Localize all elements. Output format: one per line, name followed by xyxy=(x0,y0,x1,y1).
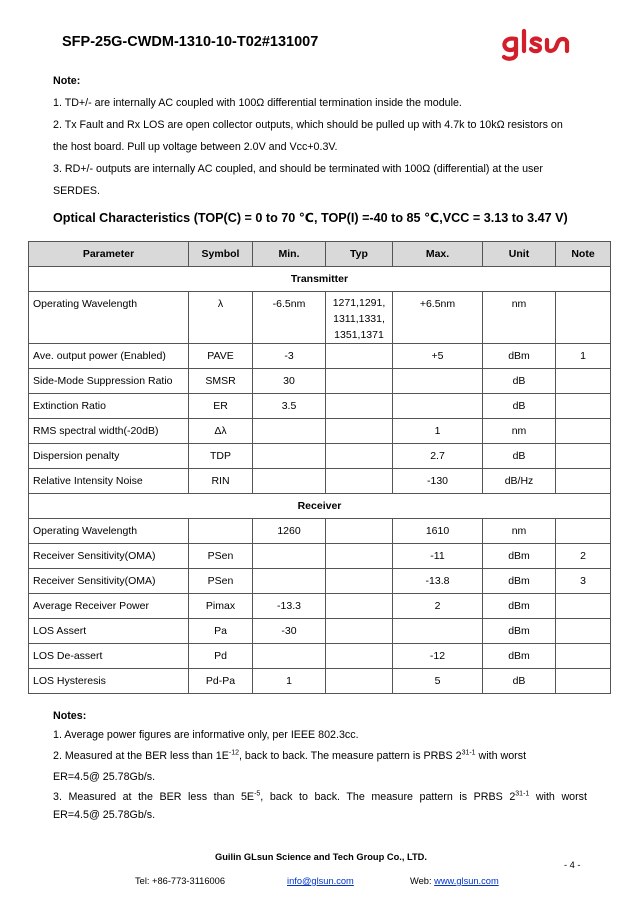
table-cell: 1610 xyxy=(393,519,483,544)
table-cell xyxy=(556,292,611,344)
page-number: - 4 - xyxy=(564,860,581,870)
footer-tel: Tel: +86-773-3116006 xyxy=(135,876,226,886)
table-cell xyxy=(326,469,393,494)
table-row xyxy=(29,344,611,369)
table-cell: dBm xyxy=(483,344,556,369)
typ-line: 1271,1291, xyxy=(332,297,386,309)
table-cell: PAVE xyxy=(189,344,253,369)
table-cell: dBm xyxy=(483,544,556,569)
table-cell xyxy=(556,469,611,494)
table-row xyxy=(29,519,611,544)
glsun-logo xyxy=(500,28,580,62)
table-cell: PSen xyxy=(189,544,253,569)
table-cell xyxy=(556,369,611,394)
table-cell xyxy=(253,444,326,469)
table-cell xyxy=(326,644,393,669)
table-cell: λ xyxy=(189,292,253,344)
note-line: 1. TD+/- are internally AC coupled with 100Ω differential termination inside the module. xyxy=(53,97,462,109)
table-cell: Pimax xyxy=(189,594,253,619)
optical-characteristics-title: Optical Characteristics (TOP(C) = 0 to 70 ℃, TOP(I) =-40 to 85 ℃,VCC = 3.13 to 3.47 V) xyxy=(53,211,568,225)
table-cell: 1260 xyxy=(253,519,326,544)
table-cell: dB xyxy=(483,394,556,419)
table-cell: PSen xyxy=(189,569,253,594)
table-cell: 2.7 xyxy=(393,444,483,469)
table-cell xyxy=(556,619,611,644)
table-cell xyxy=(253,644,326,669)
table-cell: SMSR xyxy=(189,369,253,394)
table-cell: dB xyxy=(483,444,556,469)
table-cell: RIN xyxy=(189,469,253,494)
note-section xyxy=(53,70,593,202)
table-cell: Δλ xyxy=(189,419,253,444)
note-heading: Note: xyxy=(53,75,81,87)
table-cell: Side-Mode Suppression Ratio xyxy=(29,369,189,394)
note-line: the host board. Pull up voltage between 2.0V and Vcc+0.3V. xyxy=(53,141,338,153)
table-row xyxy=(29,594,611,619)
table-cell xyxy=(326,444,393,469)
table-cell: Operating Wavelength xyxy=(29,292,189,344)
table-cell: Receiver Sensitivity(OMA) xyxy=(29,569,189,594)
table-row xyxy=(29,619,611,644)
table-row xyxy=(29,569,611,594)
table-cell: 3.5 xyxy=(253,394,326,419)
table-cell: 3 xyxy=(556,569,611,594)
note-line: SERDES. xyxy=(53,185,100,197)
table-cell: dBm xyxy=(483,644,556,669)
table-cell: Extinction Ratio xyxy=(29,394,189,419)
table-cell: Pd xyxy=(189,644,253,669)
notes-line: 2. Measured at the BER less than $1E^{-12}$, back to back. The measure pattern is PRBS 2$^{31-1}$ with worst xyxy=(53,749,527,762)
table-cell: RMS spectral width(-20dB) xyxy=(29,419,189,444)
table-cell xyxy=(556,669,611,694)
table-cell xyxy=(326,369,393,394)
table-cell xyxy=(253,544,326,569)
notes-heading: Notes: xyxy=(53,710,87,722)
note-line: 3. RD+/- outputs are internally AC coupled, and should be terminated with 100Ω (differential) at the user xyxy=(53,163,543,175)
table-row xyxy=(29,544,611,569)
table-cell: nm xyxy=(483,519,556,544)
table-cell xyxy=(393,369,483,394)
table-header-row xyxy=(29,242,611,267)
table-cell xyxy=(326,419,393,444)
table-cell: 1 xyxy=(556,344,611,369)
table-cell xyxy=(556,594,611,619)
table-cell: 30 xyxy=(253,369,326,394)
table-row xyxy=(29,644,611,669)
table-cell xyxy=(393,394,483,419)
table-row xyxy=(29,394,611,419)
table-cell: Dispersion penalty xyxy=(29,444,189,469)
table-cell: Pd-Pa xyxy=(189,669,253,694)
optical-characteristics-table xyxy=(28,241,611,694)
note-line: 2. Tx Fault and Rx LOS are open collector outputs, which should be pulled up with 4.7k to 10kΩ resistors on xyxy=(53,119,563,131)
table-row xyxy=(29,369,611,394)
table-cell: LOS Hysteresis xyxy=(29,669,189,694)
table-cell xyxy=(326,619,393,644)
column-header: Symbol xyxy=(189,242,253,267)
table-cell: LOS De-assert xyxy=(29,644,189,669)
table-cell: +6.5nm xyxy=(393,292,483,344)
table-cell xyxy=(253,569,326,594)
footer-company: Guilin GLsun Science and Tech Group Co., LTD. xyxy=(215,852,427,862)
table-row xyxy=(29,292,611,344)
table-cell xyxy=(326,594,393,619)
table-cell: 1 xyxy=(393,419,483,444)
table-cell xyxy=(326,544,393,569)
footer-email xyxy=(287,876,354,886)
table-cell xyxy=(326,669,393,694)
table-cell: -130 xyxy=(393,469,483,494)
table-cell: dBm xyxy=(483,569,556,594)
column-header: Parameter xyxy=(29,242,189,267)
table-cell xyxy=(556,519,611,544)
column-header: Unit xyxy=(483,242,556,267)
table-cell: -13.8 xyxy=(393,569,483,594)
footer-web: Web: www.glsun.com xyxy=(410,876,499,886)
table-cell: nm xyxy=(483,292,556,344)
column-header: Min. xyxy=(253,242,326,267)
group-row-receiver xyxy=(29,494,611,519)
table-cell: 1 xyxy=(253,669,326,694)
table-cell: -3 xyxy=(253,344,326,369)
document-title: SFP-25G-CWDM-1310-10-T02#131007 xyxy=(62,34,319,50)
table-cell: Pa xyxy=(189,619,253,644)
group-label: Receiver xyxy=(29,494,611,519)
table-cell: dBm xyxy=(483,594,556,619)
table-cell: +5 xyxy=(393,344,483,369)
email-link[interactable]: info@glsun.com xyxy=(287,876,354,886)
table-cell: -11 xyxy=(393,544,483,569)
notes-line: 3. Measured at the BER less than $5E^{-5}$, back to back. The measure pattern is PRBS 2$^{31-1}$ with worst xyxy=(53,790,587,803)
table-cell: Receiver Sensitivity(OMA) xyxy=(29,544,189,569)
table-cell xyxy=(556,644,611,669)
table-cell: -30 xyxy=(253,619,326,644)
column-header: Note xyxy=(556,242,611,267)
table-cell xyxy=(326,569,393,594)
table-cell: dB xyxy=(483,669,556,694)
table-cell: -6.5nm xyxy=(253,292,326,344)
notes-line: ER=4.5@ 25.78Gb/s. xyxy=(53,771,156,783)
table-cell: 5 xyxy=(393,669,483,694)
table-cell: Ave. output power (Enabled) xyxy=(29,344,189,369)
typ-line: 1351,1371 xyxy=(334,329,384,341)
table-cell xyxy=(326,394,393,419)
table-cell: LOS Assert xyxy=(29,619,189,644)
table-cell xyxy=(556,419,611,444)
table-cell: Average Receiver Power xyxy=(29,594,189,619)
table-cell xyxy=(556,444,611,469)
notes-line: ER=4.5@ 25.78Gb/s. xyxy=(53,809,156,821)
typ-line: 1311,1331, xyxy=(333,313,385,325)
web-link[interactable]: www.glsun.com xyxy=(434,876,499,886)
table-cell xyxy=(393,619,483,644)
table-cell: dBm xyxy=(483,619,556,644)
table-cell xyxy=(253,419,326,444)
table-cell: dB/Hz xyxy=(483,469,556,494)
table-cell xyxy=(556,394,611,419)
notes-line: 1. Average power figures are informative only, per IEEE 802.3cc. xyxy=(53,729,359,741)
table-cell: -12 xyxy=(393,644,483,669)
table-row xyxy=(29,444,611,469)
table-cell: TDP xyxy=(189,444,253,469)
notes-section xyxy=(53,707,587,824)
table-cell: 2 xyxy=(556,544,611,569)
column-header: Max. xyxy=(393,242,483,267)
table-cell xyxy=(326,344,393,369)
group-row-transmitter xyxy=(29,267,611,292)
table-row xyxy=(29,469,611,494)
table-cell: Operating Wavelength xyxy=(29,519,189,544)
table-cell: ER xyxy=(189,394,253,419)
group-label: Transmitter xyxy=(29,267,611,292)
table-cell: nm xyxy=(483,419,556,444)
table-row xyxy=(29,669,611,694)
table-cell: dB xyxy=(483,369,556,394)
table-cell: 2 xyxy=(393,594,483,619)
table-row xyxy=(29,419,611,444)
column-header: Typ xyxy=(326,242,393,267)
table-cell xyxy=(326,519,393,544)
table-cell xyxy=(253,469,326,494)
table-cell: Relative Intensity Noise xyxy=(29,469,189,494)
table-cell xyxy=(326,292,393,344)
table-cell xyxy=(189,519,253,544)
table-cell: -13.3 xyxy=(253,594,326,619)
